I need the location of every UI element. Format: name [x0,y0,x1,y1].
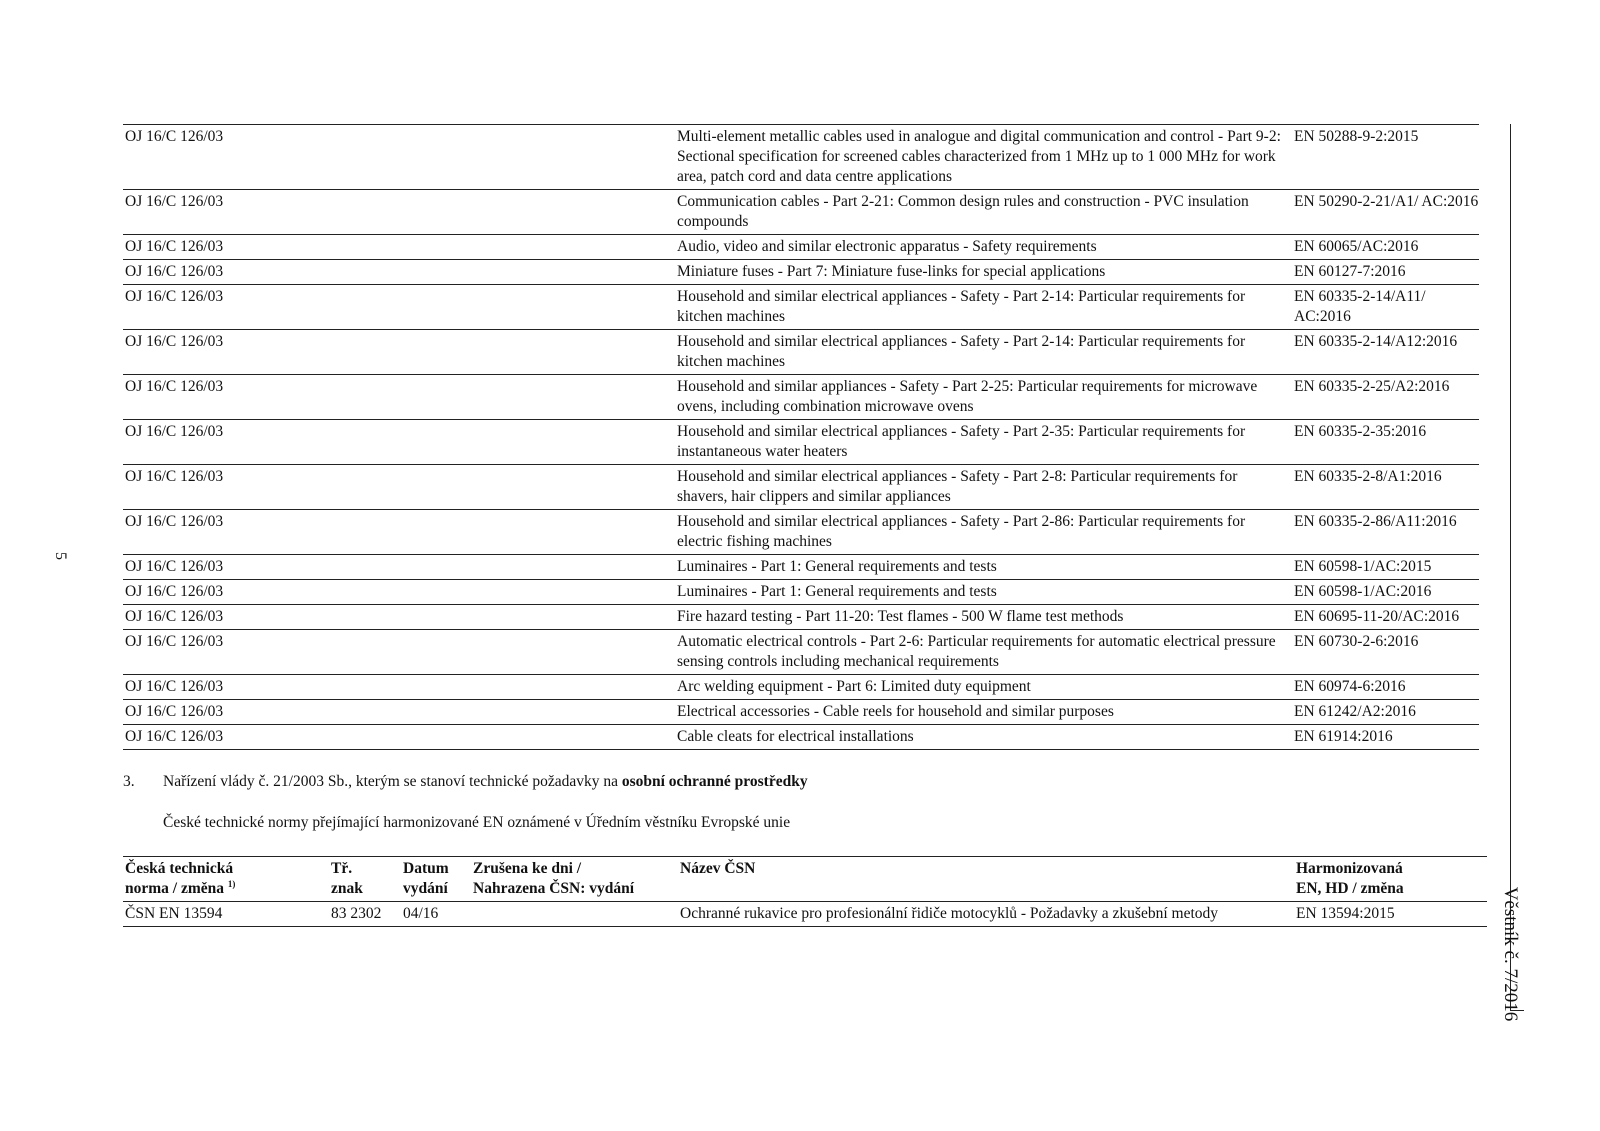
oj-reference: OJ 16/C 126/03 [123,190,675,235]
standard-number: EN 60730-2-6:2016 [1292,630,1479,675]
oj-reference: OJ 16/C 126/03 [123,580,675,605]
name-cell: Ochranné rukavice pro profesionální řidiče motocyklů - Požadavky a zkušební metody [678,902,1294,927]
oj-reference: OJ 16/C 126/03 [123,235,675,260]
oj-reference: OJ 16/C 126/03 [123,675,675,700]
oj-reference: OJ 16/C 126/03 [123,725,675,750]
oj-reference: OJ 16/C 126/03 [123,555,675,580]
standard-title: Fire hazard testing - Part 11-20: Test flames - 500 W flame test methods [675,605,1292,630]
standard-number: EN 60335-2-14/A12:2016 [1292,330,1479,375]
table-row [123,605,1479,630]
standard-title: Audio, video and similar electronic apparatus - Safety requirements [675,235,1292,260]
header-withdrawn: Zrušena ke dni / Nahrazena ČSN: vydání [471,857,678,902]
section-subheading: České technické normy přejímající harmonizované EN oznámené v Úředním věstníku Evropské unie [163,814,791,831]
standard-number: EN 60974-6:2016 [1292,675,1479,700]
table-row [123,700,1479,725]
header-norm: Česká technická norma / změna $^{1)}$ [123,857,329,902]
standard-title: Household and similar appliances - Safety - Part 2-25: Particular requirements for microwave ovens, including combination microwave ovens [675,375,1292,420]
table-row [123,902,1487,927]
table-row [123,465,1479,510]
standard-title: Household and similar electrical appliances - Safety - Part 2-14: Particular requirements for kitchen machines [675,330,1292,375]
table-row [123,125,1479,190]
table-row [123,235,1479,260]
date-cell: 04/16 [401,902,471,927]
header-name: Název ČSN [678,857,1294,902]
table-row [123,285,1479,330]
table-header-row [123,857,1487,902]
oj-reference: OJ 16/C 126/03 [123,700,675,725]
oj-reference: OJ 16/C 126/03 [123,630,675,675]
table-row [123,375,1479,420]
harmonized-cell: EN 13594:2015 [1294,902,1487,927]
standard-number: EN 60598-1/AC:2016 [1292,580,1479,605]
page-number: 5 [52,552,69,560]
standard-title: Communication cables - Part 2-21: Common design rules and construction - PVC insulation compounds [675,190,1292,235]
oj-reference: OJ 16/C 126/03 [123,420,675,465]
standard-number: EN 50288-9-2:2015 [1292,125,1479,190]
csn-standards-table [123,856,1487,927]
journal-issue-label: Věstník č. 7/2016 [1500,886,1521,1022]
standard-number: EN 60598-1/AC:2015 [1292,555,1479,580]
standard-number: EN 60695-11-20/AC:2016 [1292,605,1479,630]
section-number: 3. [123,773,135,790]
oj-reference: OJ 16/C 126/03 [123,260,675,285]
section-heading [123,772,1475,792]
table-row [123,420,1479,465]
standard-number: EN 60335-2-8/A1:2016 [1292,465,1479,510]
oj-reference: OJ 16/C 126/03 [123,125,675,190]
oj-reference: OJ 16/C 126/03 [123,465,675,510]
standard-number: EN 60335-2-25/A2:2016 [1292,375,1479,420]
norm-cell: ČSN EN 13594 [123,902,329,927]
section-text: Nařízení vlády č. 21/2003 Sb., kterým se stanoví technické požadavky na [163,773,622,790]
standard-number: EN 60335-2-35:2016 [1292,420,1479,465]
table-row [123,555,1479,580]
standard-number: EN 60335-2-86/A11:2016 [1292,510,1479,555]
standard-title: Miniature fuses - Part 7: Miniature fuse-links for special applications [675,260,1292,285]
standard-title: Household and similar electrical appliances - Safety - Part 2-86: Particular requirements for electric fishing machines [675,510,1292,555]
table-row [123,725,1479,750]
standard-title: Household and similar electrical appliances - Safety - Part 2-35: Particular requirements for instantaneous water heaters [675,420,1292,465]
oj-reference: OJ 16/C 126/03 [123,330,675,375]
standard-title: Household and similar electrical appliances - Safety - Part 2-8: Particular requirements for shavers, hair clippers and similar appliances [675,465,1292,510]
table-row [123,510,1479,555]
footnote-marker: 1) [227,878,236,889]
standard-title: Automatic electrical controls - Part 2-6: Particular requirements for automatic electrical pressure sensing controls including mechanical requirements [675,630,1292,675]
standard-title: Household and similar electrical appliances - Safety - Part 2-14: Particular requirements for kitchen machines [675,285,1292,330]
standard-number: EN 50290-2-21/A1/ AC:2016 [1292,190,1479,235]
withdrawn-cell [471,902,678,927]
table-row [123,630,1479,675]
standard-title: Cable cleats for electrical installations [675,725,1292,750]
standard-title: Arc welding equipment - Part 6: Limited duty equipment [675,675,1292,700]
oj-reference: OJ 16/C 126/03 [123,605,675,630]
standard-number: EN 60335-2-14/A11/ AC:2016 [1292,285,1479,330]
standard-title: Luminaires - Part 1: General requirements and tests [675,555,1292,580]
table-row [123,675,1479,700]
oj-reference: OJ 16/C 126/03 [123,375,675,420]
table-row [123,260,1479,285]
standard-number: EN 61914:2016 [1292,725,1479,750]
standard-title: Luminaires - Part 1: General requirements and tests [675,580,1292,605]
table-row [123,580,1479,605]
oj-reference: OJ 16/C 126/03 [123,285,675,330]
section-text-bold: osobní ochranné prostředky [621,773,808,790]
standard-number: EN 61242/A2:2016 [1292,700,1479,725]
header-harmonized: Harmonizovaná EN, HD / změna [1294,857,1487,902]
header-class: Tř. znak [329,857,401,902]
standard-title: Multi-element metallic cables used in analogue and digital communication and control - Part 9-2: Sectional specification for screened cables characterized from 1 MHz up to 1 000 MHz for work area, patch cord and data centre applications [675,125,1292,190]
header-date: Datum vydání [401,857,471,902]
standard-number: EN 60127-7:2016 [1292,260,1479,285]
class-cell: 83 2302 [329,902,401,927]
standard-title: Electrical accessories - Cable reels for household and similar purposes [675,700,1292,725]
table-row [123,330,1479,375]
oj-reference: OJ 16/C 126/03 [123,510,675,555]
table-row [123,190,1479,235]
standard-number: EN 60065/AC:2016 [1292,235,1479,260]
harmonized-standards-table [123,124,1479,750]
